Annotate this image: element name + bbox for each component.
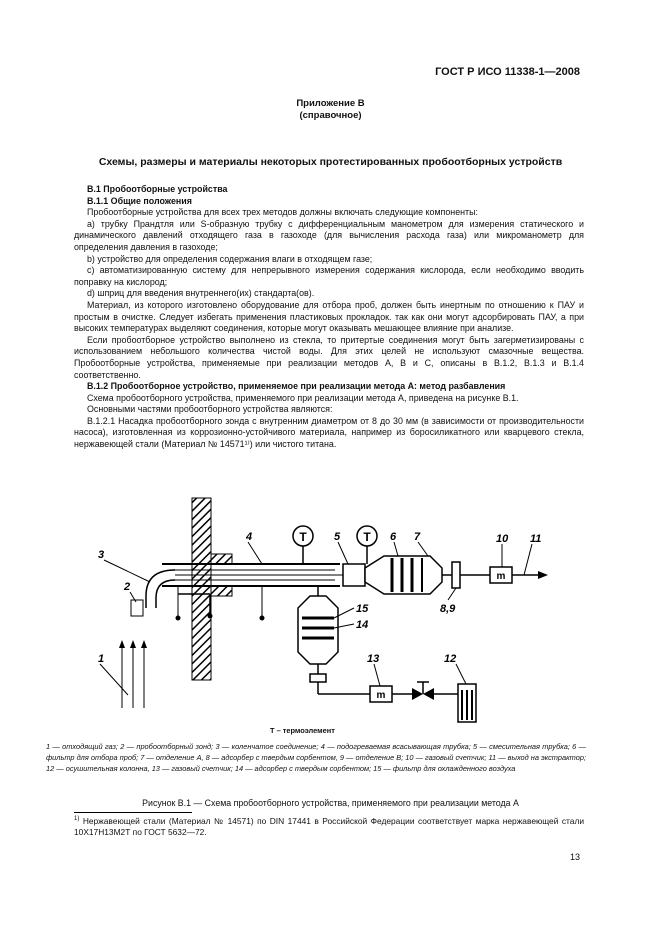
- probe-nozzle: [131, 600, 143, 616]
- paragraph-3: Если пробоотборное устройство выполнено из стекла, то притертые соединения могут быть загерметизированы с использованием небольшого количества чистой воды. Для этих целей не используют смазочные вещества. Пробоотборные устройства, применяемые при реализации методов А, В и С, описаны в В.1.2, В.1.3 и В.1.4 соответственно.: [74, 334, 584, 380]
- label-14: 14: [356, 619, 369, 631]
- label-3: 3: [98, 549, 105, 561]
- label-2: 2: [124, 581, 131, 593]
- temperature-gauge-1: [293, 526, 313, 564]
- footnote-mark: 1): [74, 816, 80, 822]
- appendix-title: Приложение В: [296, 98, 365, 109]
- label-1: 1: [98, 653, 105, 665]
- sampling-device-diagram: [0, 490, 661, 730]
- body-text: [74, 184, 584, 451]
- mixing-tube: [343, 564, 365, 586]
- svg-text:m: m: [376, 690, 386, 701]
- figure-legend: 1 — отходящий газ; 2 — пробоотборный зонд; 3 — коленчатое соединение; 4 — подогреваемая всасывающая трубка; 5 — смесительная трубка; 6 — фильтр для отбора проб; 7 — отделение А, 8 — адсорбер с твердым сорбентом, 9 — отделение В; 10 — газовый счетчик; 11 — выход на экстрактор; 12 — осушительная колонна, 13 — газовый счетчик; 14 — адсорбер с твердым сорбентом; 15 — фильтр для охлажденного воздуха: [46, 742, 586, 773]
- main-title: Схемы, размеры и материалы некоторых протестированных пробоотборных устройств: [98, 156, 563, 168]
- label-7: 7: [414, 531, 421, 543]
- paragraph-5: Основными частями пробоотборного устройства являются:: [87, 404, 333, 415]
- paragraph-2: Материал, из которого изготовлено оборудование для отбора проб, должен быть инертным по отношению к ПАУ и простым в очистке. Следует избегать применения пластиковых прокладок. так как они могут адсорбировать ПАУ, а при высоких температурах выделяют соединения, которые могут оказывать мешающее влияние при анализе.: [74, 299, 584, 334]
- item-a: а) трубку Прандтля или S-образную трубку с дифференциальным манометром для измерения статического и динамического давлений отходящего газа в газоходе (для вычисления расхода газа) или микроманометр для определения давления в газоходе;: [74, 218, 584, 252]
- footnote-separator: [74, 812, 192, 813]
- temperature-gauge-2: [357, 526, 377, 564]
- elbow-connection: [146, 570, 175, 608]
- flange-bottom: [211, 586, 232, 596]
- section-b1-title: В.1 Пробоотборные устройства: [87, 184, 228, 194]
- paragraph-1: Пробоотборные устройства для всех трех методов должны включать следующие компоненты:: [87, 207, 478, 218]
- section-b12-title: В.1.2 Пробоотборное устройство, применяемое при реализации метода А: метод разбавления: [87, 381, 506, 392]
- label-15: 15: [356, 603, 369, 615]
- label-6: 6: [390, 531, 397, 543]
- thermoelement-label: Т – термоэлемент: [270, 726, 335, 735]
- paragraph-6: В.1.2.1 Насадка пробоотборного зонда с внутренним диаметром от 8 до 30 мм (в зависимости от производительности насоса), изготовленная из коррозионно-устойчивого материала, например из боросиликатного или кварцевого стекла, нержавеющей стали (Материал № 14571¹⁾) или чистого титана.: [74, 415, 584, 450]
- item-c: с) автоматизированную систему для непрерывного измерения содержания кислорода, если необходимо вводить поправку на кислород;: [74, 265, 584, 287]
- adsorber-8-9: [452, 562, 460, 588]
- figure-caption: Рисунок В.1 — Схема пробоотборного устройства, применяемого при реализации метода А: [142, 798, 519, 808]
- flange-top: [211, 554, 232, 564]
- valve: [412, 682, 434, 700]
- svg-text:m: m: [496, 571, 506, 582]
- label-13: 13: [367, 653, 380, 665]
- outlet-arrow: [538, 571, 548, 579]
- exhaust-gas-arrows: [119, 640, 147, 708]
- document-id: ГОСТ Р ИСО 11338-1—2008: [435, 66, 580, 78]
- label-12: 12: [444, 653, 457, 665]
- label-4: 4: [246, 531, 253, 543]
- svg-text:T: T: [363, 530, 371, 544]
- section-b11-title: В.1.1 Общие положения: [87, 195, 192, 206]
- drying-column: [458, 684, 476, 722]
- label-8-9: 8,9: [440, 603, 456, 615]
- cooled-air-filter: [298, 586, 338, 694]
- footnote-text: Нержавеющей стали (Материал № 14571) по DIN 17441 в Российской Федерации соответствует марка нержавеющей стали 10Х17Н13М2Т по ГОСТ 5632—72.: [74, 815, 585, 837]
- paragraph-4: Схема пробоотборного устройства, применяемого при реализации метода А, приведена на рисунке В.1.: [87, 392, 519, 403]
- label-10: 10: [496, 533, 509, 545]
- label-11: 11: [530, 533, 542, 545]
- heated-suction-tube: [162, 564, 348, 586]
- page-number: 13: [569, 852, 580, 862]
- item-d: d) шприц для введения внутреннего(их) стандарта(ов).: [87, 288, 315, 299]
- item-b: b) устройство для определения содержания влаги в отходящем газе;: [87, 253, 373, 264]
- label-5: 5: [334, 531, 341, 543]
- appendix-subtitle: (справочное): [299, 110, 362, 121]
- sampling-filter: [365, 556, 442, 594]
- footnote: [74, 814, 584, 838]
- svg-text:T: T: [299, 530, 307, 544]
- stack-wall: [192, 498, 211, 680]
